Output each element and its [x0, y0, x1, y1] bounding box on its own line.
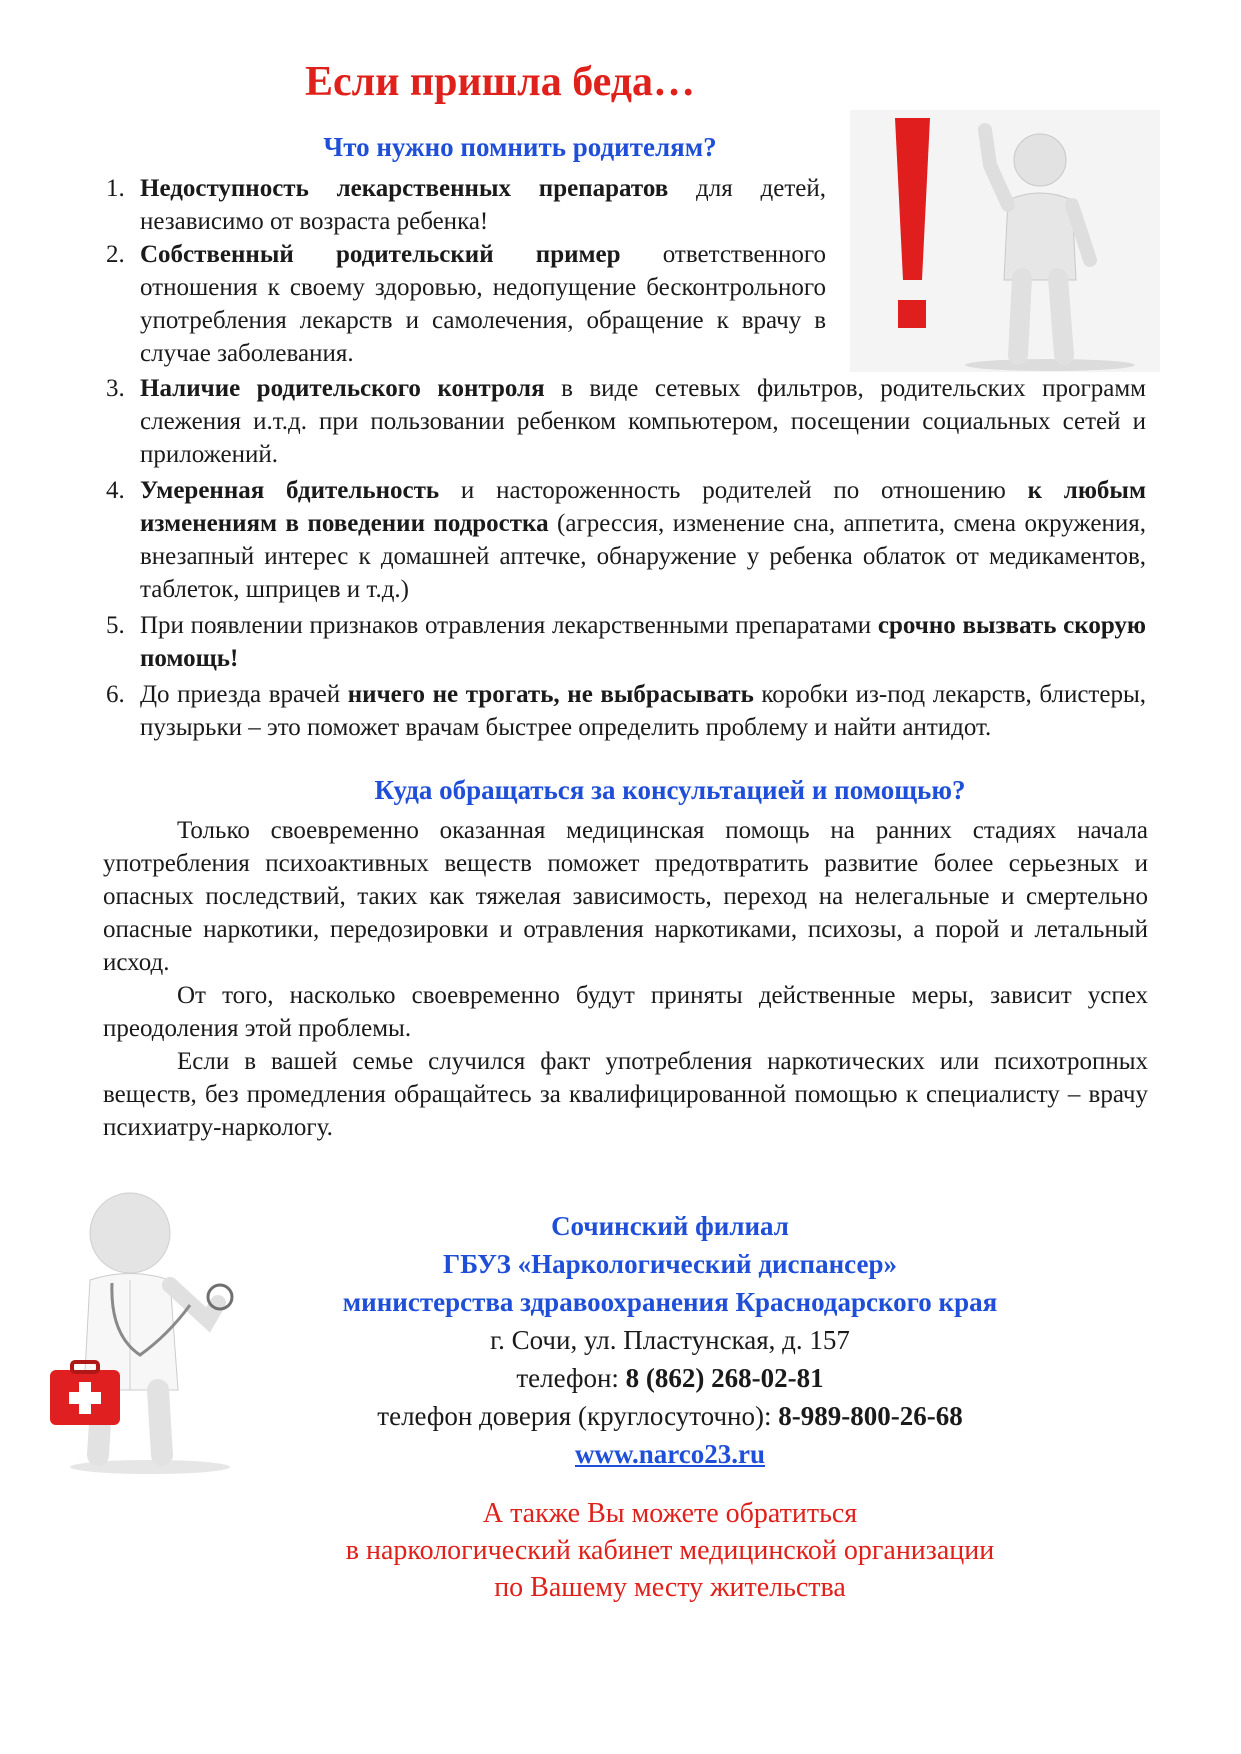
- note-line1: А также Вы можете обратиться: [482, 1498, 858, 1529]
- list-item: [106, 609, 1146, 675]
- phone-number: 8 (862) 268-02-81: [625, 1363, 824, 1393]
- paragraph: Если в вашей семье случился факт употребления наркотических или психотропных веществ, без промедления обращайтесь за квалифицированной помощью к специалисту – врачу психиатру-наркологу.: [103, 1048, 1148, 1141]
- org-hotline-row: [245, 1397, 1095, 1435]
- item-text-2: (агрессия, изменение сна, аппетита, смена окружения, внезапный интерес к домашней аптечке, обнаружение у ребенка облаток от медикаментов, таблеток, шприцев и т.д.): [140, 510, 1146, 603]
- paragraph: Только своевременно оказанная медицинская помощь на ранних стадиях начала употребления психоактивных веществ поможет предотвратить развитие более серьезных и опасных последствий, таких как тяжелая зависимость, переход на нелегальные и смертельно опасные наркотики, передозировки и отравления наркотиками, психозы, а порой и летальный исход.: [103, 817, 1148, 976]
- heading-parents: Что нужно помнить родителям?: [323, 132, 717, 162]
- item-number: 3.: [106, 375, 125, 402]
- closing-note: [245, 1495, 1095, 1606]
- hotline-number: 8-989-800-26-68: [778, 1401, 963, 1431]
- parent-tips-list: [106, 172, 826, 370]
- parent-tips-list-continued: [106, 372, 1146, 747]
- list-item: [106, 678, 1146, 744]
- list-item: [106, 474, 1146, 606]
- item-number: 2.: [106, 241, 125, 268]
- item-bold: Собственный родительский пример: [140, 241, 621, 268]
- note-line2: в наркологический кабинет медицинской организации: [345, 1535, 995, 1566]
- exclamation-figure-illustration: [850, 110, 1160, 372]
- org-name-line1: Сочинский филиал: [551, 1211, 789, 1241]
- note-line3: по Вашему месту жительства: [494, 1572, 846, 1603]
- list-item: [106, 238, 826, 370]
- item-text: и настороженность родителей по отношению: [439, 477, 1028, 504]
- item-text: ответственного отношения к своему здоровью, недопущение бесконтрольного употребления лекарств и самолечения, обращение к врачу в случае заболевания.: [140, 241, 826, 367]
- organization-contacts: [245, 1207, 1095, 1473]
- item-text: в виде сетевых фильтров, родительских программ слежения и.т.д. при пользовании ребенком компьютером, посещении социальных сетей и приложений.: [140, 375, 1146, 468]
- hotline-label: телефон доверия (круглосуточно):: [377, 1401, 779, 1431]
- heading-help: Куда обращаться за консультацией и помощью?: [374, 775, 966, 805]
- list-item: [106, 172, 826, 238]
- item-number: 6.: [106, 681, 125, 708]
- org-address: г. Сочи, ул. Пластунская, д. 157: [490, 1325, 850, 1355]
- page-title: Если пришла беда…: [305, 59, 695, 105]
- website-link[interactable]: www.narco23.ru: [574, 1439, 765, 1469]
- item-number: 1.: [106, 175, 125, 202]
- list-item: [106, 372, 1146, 471]
- item-bold: Наличие родительского контроля: [140, 375, 545, 402]
- item-number: 5.: [106, 612, 125, 639]
- item-text: До приезда врачей: [140, 681, 348, 708]
- phone-label: телефон:: [516, 1363, 626, 1393]
- doctor-figure-illustration: [40, 1185, 260, 1475]
- org-name-line2: ГБУЗ «Наркологический диспансер»: [443, 1249, 897, 1279]
- item-text: При появлении признаков отравления лекарственными препаратами: [140, 612, 878, 639]
- item-bold: срочно вызвать скорую помощь!: [140, 612, 1146, 672]
- item-bold: ничего не трогать, не выбрасывать: [347, 681, 754, 708]
- item-bold-2: к любым изменениям в поведении подростка: [140, 477, 1146, 537]
- item-bold: Умеренная бдительность: [140, 477, 440, 504]
- item-text: для детей, независимо от возраста ребенка!: [140, 175, 826, 235]
- paragraph: От того, насколько своевременно будут приняты действенные меры, зависит успех преодоления этой проблемы.: [103, 982, 1148, 1042]
- org-phone-row: [245, 1359, 1095, 1397]
- item-number: 4.: [106, 477, 125, 504]
- item-bold: Недоступность лекарственных препаратов: [140, 175, 669, 202]
- org-website-row: [245, 1435, 1095, 1473]
- item-text-2: коробки из-под лекарств, блистеры, пузырьки – это поможет врачам быстрее определить проблему и найти антидот.: [140, 681, 1146, 741]
- org-name-line3: министерства здравоохранения Краснодарского края: [342, 1287, 998, 1317]
